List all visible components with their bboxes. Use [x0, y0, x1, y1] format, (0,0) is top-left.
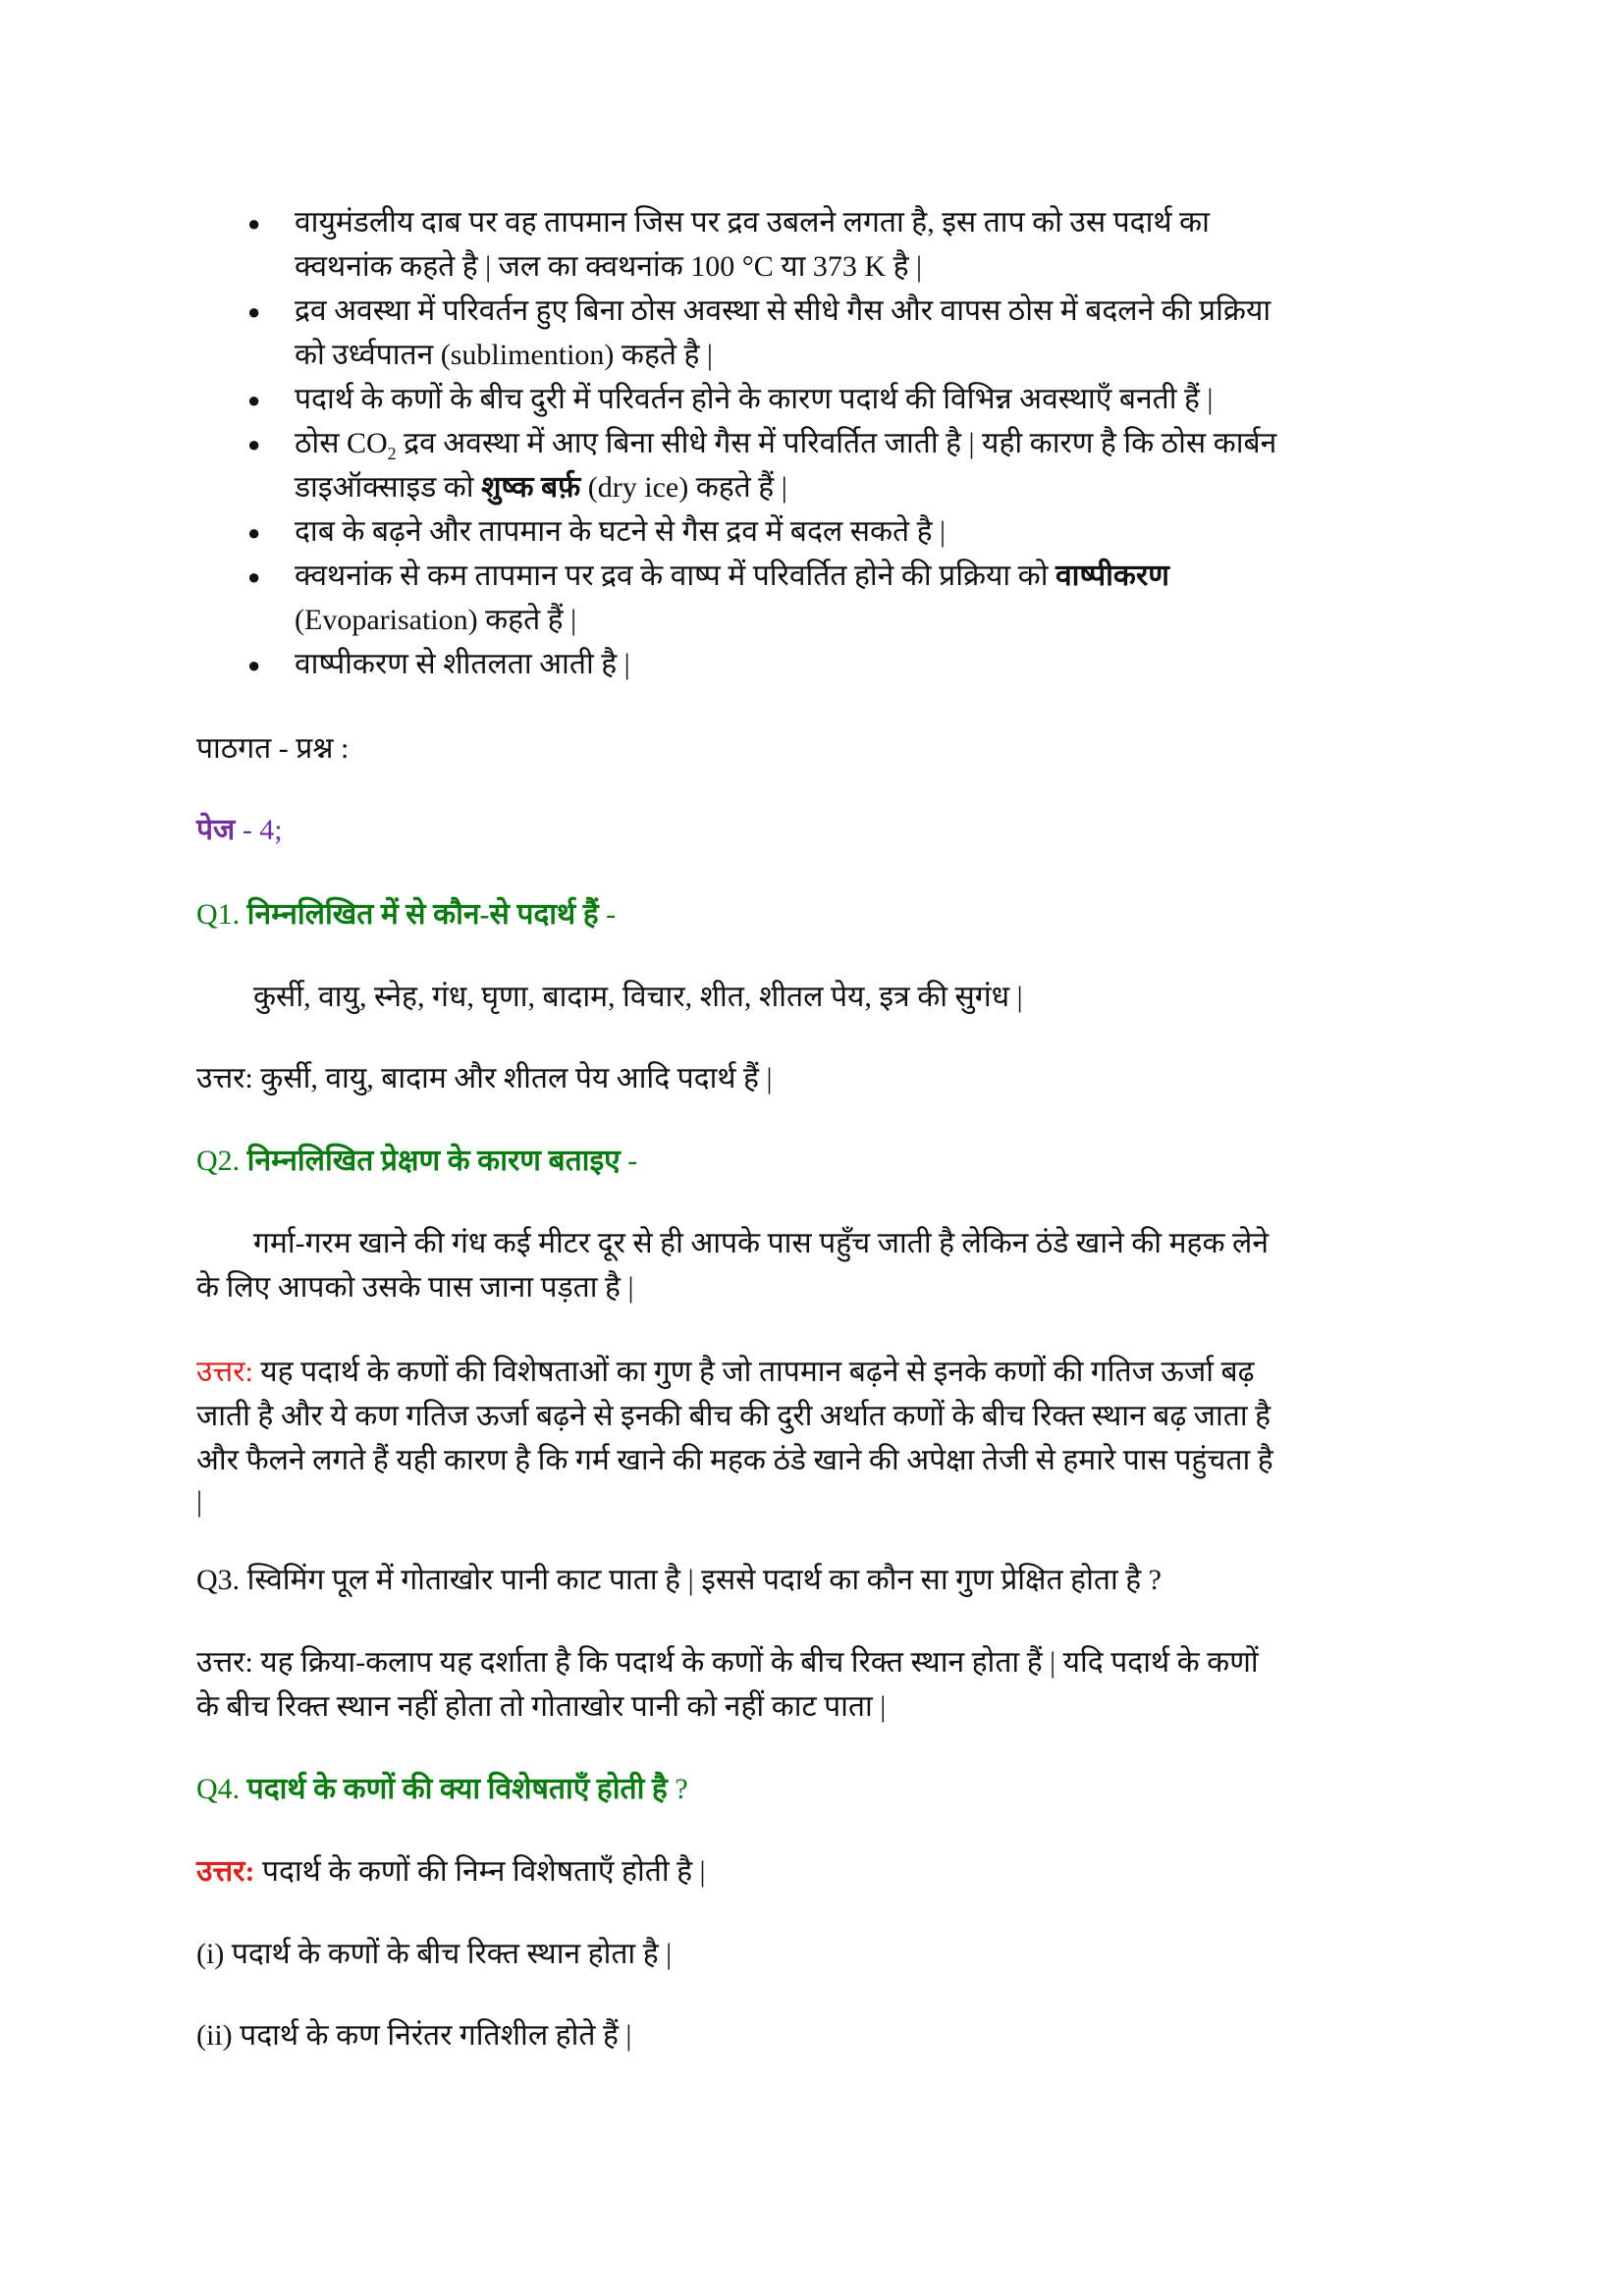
text: द्रव अवस्था में आए बिना सीधे गैस में परिवर्तित जाती है | यही कारण है कि ठोस कार्बन: [396, 427, 1277, 459]
bullet-icon: ●: [247, 388, 261, 412]
dash: -: [620, 1145, 638, 1177]
page-ref-label: पेज: [196, 814, 236, 846]
bullet-7-line-1: वाष्पीकरण से शीतलता आती है |: [295, 648, 630, 680]
text: (dry ice) कहते हैं |: [580, 471, 787, 504]
question-mark: ?: [667, 1773, 688, 1805]
question-2-answer-line-2: जाती है और ये कण गतिज ऊर्जा बढ़ने से इनकी बीच की दुरी अर्थात कणों के बीच रिक्त स्थान बढ़ जाता है: [196, 1400, 1271, 1432]
question-text: निम्नलिखित प्रेक्षण के कारण बताइए: [246, 1145, 621, 1177]
bullet-4-line-1: [295, 424, 1276, 473]
page-reference: [196, 811, 283, 850]
question-4: [196, 1770, 688, 1809]
question-2-para-line-2: के लिए आपको उसके पास जाना पड़ता है |: [196, 1271, 634, 1304]
bullet-2-line-1: द्रव अवस्था में परिवर्तन हुए बिना ठोस अवस्था से सीधे गैस और वापस ठोस में बदलने की प्रक्रिया: [295, 294, 1271, 327]
question-4-point-2: (ii) पदार्थ के कण निरंतर गतिशील होते हैं |: [196, 2019, 632, 2052]
bullet-1-line-2: क्वथनांक कहते है | जल का क्वथनांक 100 °C या 373 K है |: [295, 250, 923, 283]
question-text: पदार्थ के कणों की क्या विशेषताएँ होती है: [246, 1773, 668, 1805]
bullet-icon: ●: [247, 520, 261, 545]
question-2-answer-line-4: |: [196, 1485, 203, 1518]
page-ref-number: - 4;: [235, 814, 283, 846]
question-4-answer: [196, 1852, 706, 1892]
bullet-3-line-1: पदार्थ के कणों के बीच दुरी में परिवर्तन होने के कारण पदार्थ की विभिन्न अवस्थाएँ बनती हैं |: [295, 383, 1214, 415]
question-3-answer-line-1: उत्तर: यह क्रिया-कलाप यह दर्शाता है कि पदार्थ के कणों के बीच रिक्त स्थान होता हैं | यदि पदार्थ के कणों: [196, 1646, 1259, 1679]
bullet-5-line-1: दाब के बढ़ने और तापमान के घटने से गैस द्रव में बदल सकते है |: [295, 515, 947, 548]
text: क्वथनांक से कम तापमान पर द्रव के वाष्प में परिवर्तित होने की प्रक्रिया को: [295, 560, 1055, 592]
bold-term: वाष्पीकरण: [1055, 560, 1169, 592]
text: यह पदार्थ के कणों की विशेषताओं का गुण है जो तापमान बढ़ने से इनके कणों की गतिज ऊर्जा बढ़: [252, 1356, 1255, 1388]
bullet-icon: ●: [247, 653, 261, 677]
answer-label: उत्तर:: [196, 1855, 255, 1888]
section-label: पाठगत - प्रश्न :: [196, 732, 350, 765]
bullet-6-line-2: (Evoparisation) कहते हैं |: [295, 604, 577, 636]
question-number: Q2.: [196, 1145, 247, 1177]
question-text: निम्नलिखित में से कौन-से पदार्थ हैं: [246, 898, 599, 931]
bullet-icon: ●: [247, 299, 261, 324]
bullet-icon: ●: [247, 432, 261, 456]
question-2: [196, 1142, 637, 1181]
question-number: Q4.: [196, 1773, 247, 1805]
question-2-answer-line-1: [196, 1353, 1255, 1392]
bullet-4-line-2: [295, 468, 787, 507]
answer-label: उत्तर:: [196, 1356, 253, 1388]
bullet-2-line-2: को उर्ध्वपातन (sublimention) कहते है |: [295, 339, 713, 371]
bullet-1-line-1: वायुमंडलीय दाब पर वह तापमान जिस पर द्रव उबलने लगता है, इस ताप को उस पदार्थ का: [295, 206, 1210, 239]
text: ठोस CO: [295, 427, 388, 459]
bullet-6-line-1: [295, 557, 1169, 596]
bold-term: शुष्क बर्फ़: [481, 471, 581, 504]
bullet-icon: ●: [247, 564, 261, 589]
question-2-answer-line-3: और फैलने लगते हैं यही कारण है कि गर्म खाने की महक ठंडे खाने की अपेक्षा तेजी से हमारे पास पहुंचता है: [196, 1444, 1273, 1476]
dash: -: [598, 898, 617, 931]
question-4-point-1: (i) पदार्थ के कणों के बीच रिक्त स्थान होता है |: [196, 1938, 673, 1970]
question-3-answer-line-2: के बीच रिक्त स्थान नहीं होता तो गोताखोर पानी को नहीं काट पाता |: [196, 1690, 887, 1723]
subscript: 2: [387, 444, 397, 463]
text: पदार्थ के कणों की निम्न विशेषताएँ होती है |: [254, 1855, 706, 1888]
question-1-answer: उत्तर: कुर्सी, वायु, बादाम और शीतल पेय आदि पदार्थ हैं |: [196, 1062, 773, 1095]
bullet-icon: ●: [247, 211, 261, 236]
text: डाइऑक्साइड को: [295, 471, 482, 504]
question-1-list: कुर्सी, वायु, स्नेह, गंध, घृणा, बादाम, विचार, शीत, शीतल पेय, इत्र की सुगंध |: [253, 981, 1023, 1013]
question-2-para-line-1: गर्मा-गरम खाने की गंध कई मीटर दूर से ही आपके पास पहुँच जाती है लेकिन ठंडे खाने की महक लेने: [253, 1227, 1269, 1259]
question-number: Q1.: [196, 898, 247, 931]
question-3: Q3. स्विमिंग पूल में गोताखोर पानी काट पाता है | इससे पदार्थ का कौन सा गुण प्रेक्षित होता है ?: [196, 1564, 1162, 1596]
question-1: [196, 895, 616, 934]
